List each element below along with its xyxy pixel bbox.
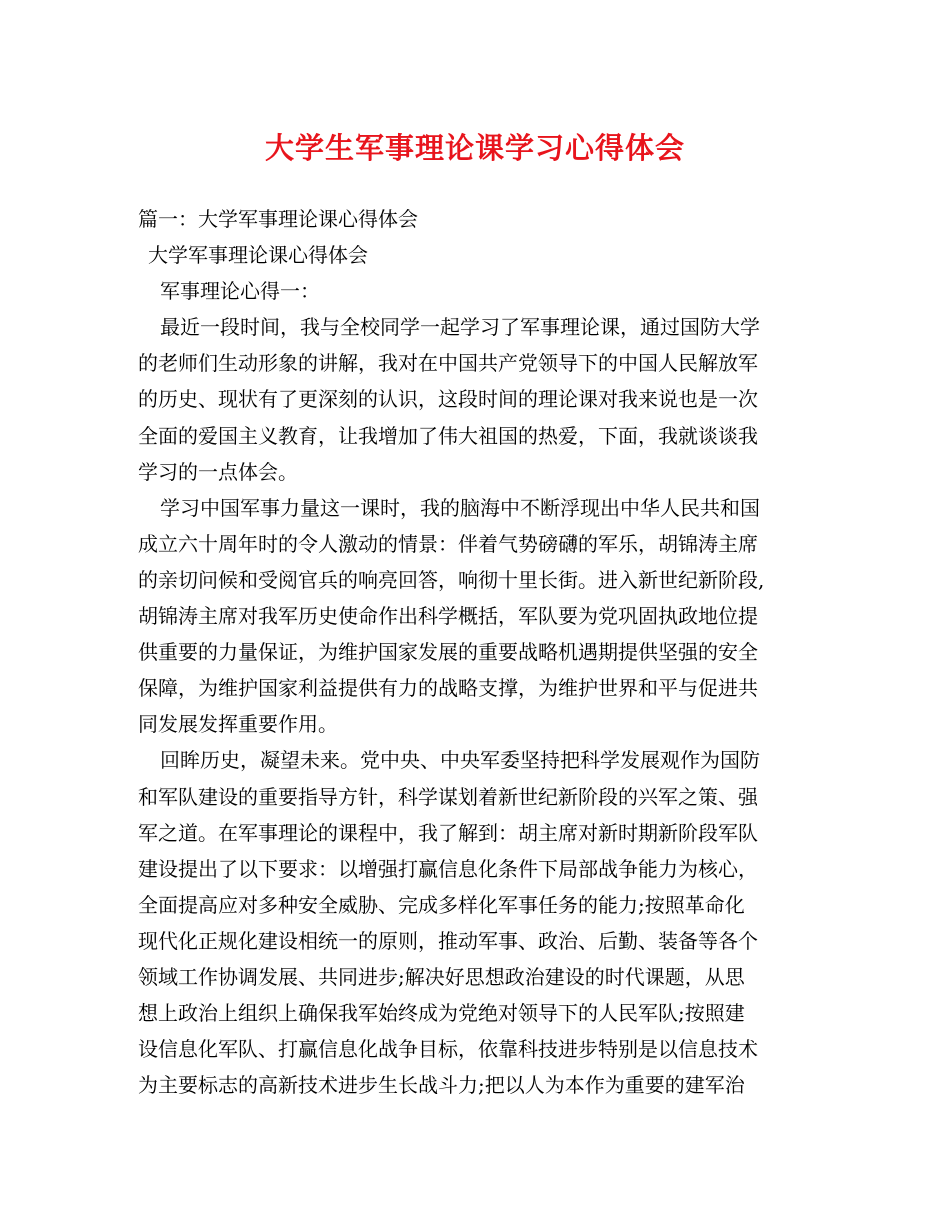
- paragraph-line: 的历史、现状有了更深刻的认识，这段时间的理论课对我来说也是一次: [138, 387, 758, 412]
- paragraph-line: 领域工作协调发展、共同进步;解决好思想政治建设的时代课题，从思: [138, 964, 745, 989]
- paragraph-line: 的老师们生动形象的讲解，我对在中国共产党领导下的中国人民解放军: [138, 351, 758, 376]
- paragraph-line: 学习的一点体会。: [138, 459, 298, 484]
- paragraph-line: 全面的爱国主义教育，让我增加了伟大祖国的热爱，下面，我就谈谈我: [138, 423, 758, 448]
- document-body: [138, 201, 818, 1103]
- sub-heading: 大学军事理论课心得体会: [148, 243, 368, 268]
- paragraph-line: 最近一段时间，我与全校同学一起学习了军事理论课，通过国防大学: [160, 315, 760, 340]
- paragraph-line: 的亲切问候和受阅官兵的响亮回答，响彻十里长街。进入新世纪新阶段,: [138, 567, 765, 592]
- paragraph-line: 同发展发挥重要作用。: [138, 712, 338, 737]
- paragraph-line: 现代化正规化建设相统一的原则，推动军事、政治、后勤、装备等各个: [138, 928, 758, 953]
- paragraph-line: 军之道。在军事理论的课程中，我了解到：胡主席对新时期新阶段军队: [138, 820, 758, 845]
- paragraph-line: 保障，为维护国家利益提供有力的战略支撑，为维护世界和平与促进共: [138, 676, 758, 701]
- paragraph-2: [138, 490, 818, 743]
- part-heading: 军事理论心得一：: [160, 279, 320, 304]
- paragraph-line: 想上政治上组织上确保我军始终成为党绝对领导下的人民军队;按照建: [138, 1001, 745, 1026]
- paragraph-line: 设信息化军队、打赢信息化战争目标，依靠科技进步特别是以信息技术: [138, 1037, 758, 1062]
- paragraph-line: 回眸历史，凝望未来。党中央、中央军委坚持把科学发展观作为国防: [160, 748, 760, 773]
- paragraph-line: 供重要的力量保证，为维护国家发展的重要战略机遇期提供坚强的安全: [138, 640, 758, 665]
- paragraph-line: 胡锦涛主席对我军历史使命作出科学概括，军队要为党巩固执政地位提: [138, 604, 758, 629]
- paragraph-line: 为主要标志的高新技术进步生长战斗力;把以人为本作为重要的建军治: [138, 1073, 745, 1098]
- paragraph-line: 学习中国军事力量这一课时，我的脑海中不断浮现出中华人民共和国: [160, 495, 760, 520]
- paragraph-line: 全面提高应对多种安全威胁、完成多样化军事任务的能力;按照革命化: [138, 892, 745, 917]
- document-title: 大学生军事理论课学习心得体会: [264, 131, 685, 165]
- paragraph-line: 成立六十周年时的令人激动的情景：伴着气势磅礴的军乐，胡锦涛主席: [138, 531, 758, 556]
- paragraph-line: 建设提出了以下要求：以增强打赢信息化条件下局部战争能力为核心，: [138, 856, 758, 881]
- paragraph-line: 和军队建设的重要指导方针，科学谋划着新世纪新阶段的兴军之策、强: [138, 784, 758, 809]
- section-heading: 篇一：大学军事理论课心得体会: [138, 207, 418, 231]
- paragraph-3: [138, 742, 818, 1103]
- paragraph-1: [138, 309, 818, 489]
